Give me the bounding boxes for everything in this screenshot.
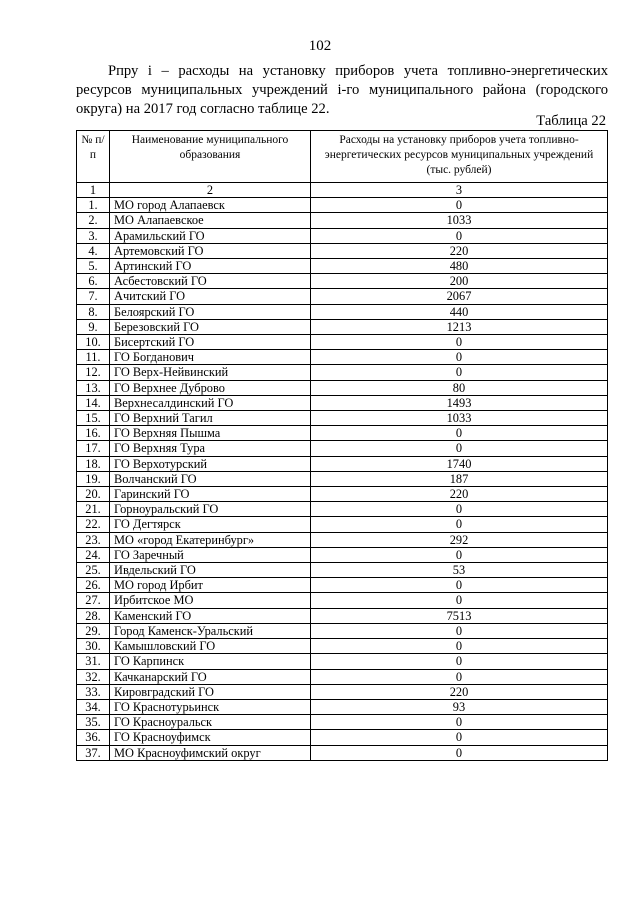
municipality-name-cell: Ирбитское МО bbox=[110, 593, 311, 608]
expense-value-cell: 93 bbox=[311, 699, 608, 714]
row-number-cell: 10. bbox=[77, 335, 110, 350]
row-number-cell: 17. bbox=[77, 441, 110, 456]
municipality-name-cell: Горноуральский ГО bbox=[110, 502, 311, 517]
table-row bbox=[77, 456, 608, 471]
municipality-name-cell: ГО Красноуфимск bbox=[110, 730, 311, 745]
expense-value-cell: 0 bbox=[311, 639, 608, 654]
table-row bbox=[77, 578, 608, 593]
table-row bbox=[77, 487, 608, 502]
row-number-cell: 21. bbox=[77, 502, 110, 517]
expense-value-cell: 0 bbox=[311, 198, 608, 213]
municipality-name-cell: МО город Ирбит bbox=[110, 578, 311, 593]
expense-value-cell: 0 bbox=[311, 547, 608, 562]
row-number-cell: 5. bbox=[77, 259, 110, 274]
table-row bbox=[77, 745, 608, 760]
row-number-cell: 8. bbox=[77, 304, 110, 319]
expense-value-cell: 0 bbox=[311, 715, 608, 730]
municipality-name-cell: Камышловский ГО bbox=[110, 639, 311, 654]
municipality-name-cell: Артемовский ГО bbox=[110, 243, 311, 258]
table-row bbox=[77, 411, 608, 426]
municipality-name-cell: Гаринский ГО bbox=[110, 487, 311, 502]
municipality-name-cell: ГО Верхний Тагил bbox=[110, 411, 311, 426]
column-index-row bbox=[77, 183, 608, 198]
municipality-name-cell: ГО Верхняя Пышма bbox=[110, 426, 311, 441]
expenses-table bbox=[76, 130, 608, 761]
municipality-name-cell: Волчанский ГО bbox=[110, 471, 311, 486]
table-row bbox=[77, 304, 608, 319]
row-number-cell: 32. bbox=[77, 669, 110, 684]
expense-value-cell: 220 bbox=[311, 684, 608, 699]
row-number-cell: 24. bbox=[77, 547, 110, 562]
page-number: 102 bbox=[308, 38, 332, 54]
table-row bbox=[77, 335, 608, 350]
expense-value-cell: 53 bbox=[311, 563, 608, 578]
row-number-cell: 25. bbox=[77, 563, 110, 578]
expense-value-cell: 0 bbox=[311, 502, 608, 517]
table-row bbox=[77, 380, 608, 395]
row-number-cell: 12. bbox=[77, 365, 110, 380]
row-number-cell: 18. bbox=[77, 456, 110, 471]
header-municipality: Наименование муниципального образования bbox=[110, 131, 311, 183]
table-row bbox=[77, 395, 608, 410]
row-number-cell: 16. bbox=[77, 426, 110, 441]
expense-value-cell: 220 bbox=[311, 243, 608, 258]
row-number-cell: 6. bbox=[77, 274, 110, 289]
municipality-name-cell: Бисертский ГО bbox=[110, 335, 311, 350]
row-number-cell: 33. bbox=[77, 684, 110, 699]
table-row bbox=[77, 228, 608, 243]
expense-value-cell: 200 bbox=[311, 274, 608, 289]
expense-value-cell: 0 bbox=[311, 228, 608, 243]
table-row bbox=[77, 259, 608, 274]
municipality-name-cell: Каменский ГО bbox=[110, 608, 311, 623]
municipality-name-cell: МО Красноуфимский округ bbox=[110, 745, 311, 760]
table-row bbox=[77, 350, 608, 365]
municipality-name-cell: ГО Заречный bbox=[110, 547, 311, 562]
header-expenses: Расходы на установку приборов учета топливно-энергетических ресурсов муниципальных учреждений (тыс. рублей) bbox=[311, 131, 608, 183]
table-row bbox=[77, 684, 608, 699]
municipality-name-cell: Качканарский ГО bbox=[110, 669, 311, 684]
row-number-cell: 1. bbox=[77, 198, 110, 213]
expense-value-cell: 0 bbox=[311, 669, 608, 684]
row-number-cell: 20. bbox=[77, 487, 110, 502]
municipality-name-cell: ГО Краснотурьинск bbox=[110, 699, 311, 714]
row-number-cell: 31. bbox=[77, 654, 110, 669]
municipality-name-cell: ГО Верх-Нейвинский bbox=[110, 365, 311, 380]
table-row bbox=[77, 547, 608, 562]
municipality-name-cell: ГО Верхотурский bbox=[110, 456, 311, 471]
table-row bbox=[77, 517, 608, 532]
municipality-name-cell: МО город Алапаевск bbox=[110, 198, 311, 213]
municipality-name-cell: ГО Дегтярск bbox=[110, 517, 311, 532]
municipality-name-cell: МО «город Екатеринбург» bbox=[110, 532, 311, 547]
row-number-cell: 35. bbox=[77, 715, 110, 730]
municipality-name-cell: ГО Верхняя Тура bbox=[110, 441, 311, 456]
expense-value-cell: 1740 bbox=[311, 456, 608, 471]
expense-value-cell: 0 bbox=[311, 441, 608, 456]
expense-value-cell: 1493 bbox=[311, 395, 608, 410]
expense-value-cell: 187 bbox=[311, 471, 608, 486]
row-number-cell: 4. bbox=[77, 243, 110, 258]
municipality-name-cell: Березовский ГО bbox=[110, 319, 311, 334]
expense-value-cell: 0 bbox=[311, 654, 608, 669]
expense-value-cell: 0 bbox=[311, 730, 608, 745]
expense-value-cell: 1033 bbox=[311, 411, 608, 426]
municipality-name-cell: Кировградский ГО bbox=[110, 684, 311, 699]
row-number-cell: 27. bbox=[77, 593, 110, 608]
municipality-name-cell: ГО Верхнее Дуброво bbox=[110, 380, 311, 395]
municipality-name-cell: МО Алапаевское bbox=[110, 213, 311, 228]
table-row bbox=[77, 669, 608, 684]
row-number-cell: 3. bbox=[77, 228, 110, 243]
row-number-cell: 34. bbox=[77, 699, 110, 714]
row-number-cell: 26. bbox=[77, 578, 110, 593]
table-row bbox=[77, 243, 608, 258]
expense-value-cell: 0 bbox=[311, 745, 608, 760]
table-row bbox=[77, 274, 608, 289]
row-number-cell: 36. bbox=[77, 730, 110, 745]
row-number-cell: 29. bbox=[77, 623, 110, 638]
municipality-name-cell: ГО Богданович bbox=[110, 350, 311, 365]
row-number-cell: 28. bbox=[77, 608, 110, 623]
table-caption: Таблица 22 bbox=[536, 113, 606, 129]
expense-value-cell: 220 bbox=[311, 487, 608, 502]
intro-paragraph: Рпру i – расходы на установку приборов учета топливно-энергетических ресурсов муниципальных учреждений i-го муниципального района (городского округа) на 2017 год согласно таблице 22. bbox=[76, 63, 608, 117]
municipality-name-cell: Ивдельский ГО bbox=[110, 563, 311, 578]
municipality-name-cell: Асбестовский ГО bbox=[110, 274, 311, 289]
expense-value-cell: 7513 bbox=[311, 608, 608, 623]
expense-value-cell: 0 bbox=[311, 593, 608, 608]
row-number-cell: 14. bbox=[77, 395, 110, 410]
table-row bbox=[77, 365, 608, 380]
expense-value-cell: 292 bbox=[311, 532, 608, 547]
table-row bbox=[77, 623, 608, 638]
table-row bbox=[77, 730, 608, 745]
expense-value-cell: 0 bbox=[311, 578, 608, 593]
table-row bbox=[77, 715, 608, 730]
expense-value-cell: 0 bbox=[311, 517, 608, 532]
row-number-cell: 11. bbox=[77, 350, 110, 365]
table-row bbox=[77, 198, 608, 213]
expense-value-cell: 0 bbox=[311, 623, 608, 638]
municipality-name-cell: Арамильский ГО bbox=[110, 228, 311, 243]
municipality-name-cell: Артинский ГО bbox=[110, 259, 311, 274]
row-number-cell: 13. bbox=[77, 380, 110, 395]
table-row bbox=[77, 699, 608, 714]
expense-value-cell: 0 bbox=[311, 335, 608, 350]
table-row bbox=[77, 213, 608, 228]
table-row bbox=[77, 289, 608, 304]
expense-value-cell: 440 bbox=[311, 304, 608, 319]
index-cell: 2 bbox=[110, 183, 311, 198]
row-number-cell: 7. bbox=[77, 289, 110, 304]
table-row bbox=[77, 471, 608, 486]
table-row bbox=[77, 502, 608, 517]
municipality-name-cell: Белоярский ГО bbox=[110, 304, 311, 319]
table-row bbox=[77, 319, 608, 334]
expense-value-cell: 0 bbox=[311, 350, 608, 365]
row-number-cell: 22. bbox=[77, 517, 110, 532]
table-row bbox=[77, 593, 608, 608]
expense-value-cell: 480 bbox=[311, 259, 608, 274]
table-row bbox=[77, 532, 608, 547]
expense-value-cell: 80 bbox=[311, 380, 608, 395]
table-row bbox=[77, 639, 608, 654]
table-row bbox=[77, 608, 608, 623]
municipality-name-cell: Ачитский ГО bbox=[110, 289, 311, 304]
header-number: № п/п bbox=[77, 131, 110, 183]
municipality-name-cell: ГО Красноуральск bbox=[110, 715, 311, 730]
table-row bbox=[77, 441, 608, 456]
expense-value-cell: 1033 bbox=[311, 213, 608, 228]
index-cell: 1 bbox=[77, 183, 110, 198]
municipality-name-cell: ГО Карпинск bbox=[110, 654, 311, 669]
table-row bbox=[77, 563, 608, 578]
municipality-name-cell: Верхнесалдинский ГО bbox=[110, 395, 311, 410]
table-row bbox=[77, 426, 608, 441]
row-number-cell: 30. bbox=[77, 639, 110, 654]
table-header-row bbox=[77, 131, 608, 183]
row-number-cell: 9. bbox=[77, 319, 110, 334]
row-number-cell: 37. bbox=[77, 745, 110, 760]
expense-value-cell: 0 bbox=[311, 365, 608, 380]
row-number-cell: 2. bbox=[77, 213, 110, 228]
expense-value-cell: 1213 bbox=[311, 319, 608, 334]
index-cell: 3 bbox=[311, 183, 608, 198]
municipality-name-cell: Город Каменск-Уральский bbox=[110, 623, 311, 638]
expense-value-cell: 0 bbox=[311, 426, 608, 441]
row-number-cell: 15. bbox=[77, 411, 110, 426]
row-number-cell: 23. bbox=[77, 532, 110, 547]
row-number-cell: 19. bbox=[77, 471, 110, 486]
expense-value-cell: 2067 bbox=[311, 289, 608, 304]
table-row bbox=[77, 654, 608, 669]
